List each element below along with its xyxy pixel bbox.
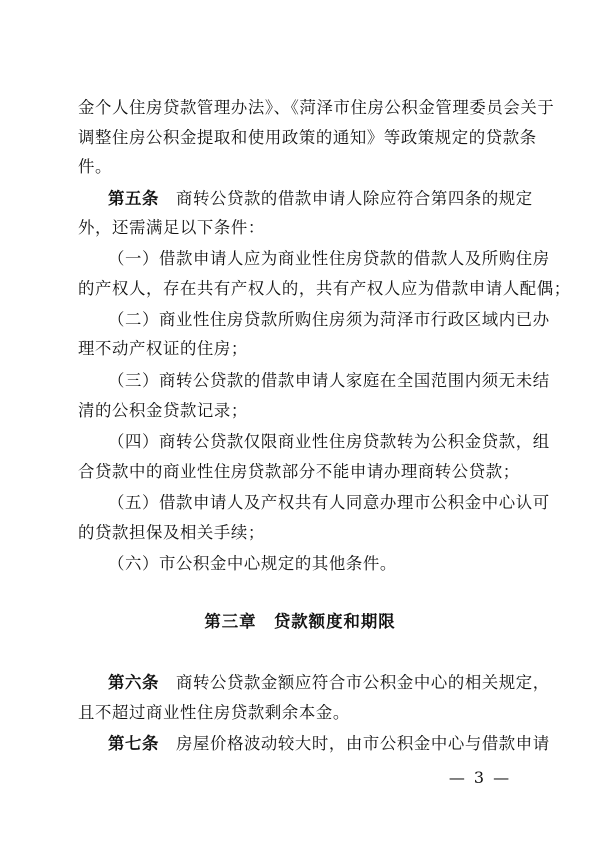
body-line: 清的公积金贷款记录； <box>78 401 248 420</box>
clause-line: （一）借款申请人应为商业性住房贷款的借款人及所购住房 <box>108 249 550 268</box>
article-label: 第七条 <box>108 734 159 753</box>
body-line: 外，还需满足以下条件： <box>78 218 265 237</box>
body-line: 合贷款中的商业性住房贷款部分不能申请办理商转公贷款； <box>78 462 520 481</box>
body-line: 金个人住房贷款管理办法》、《菏泽市住房公积金管理委员会关于 <box>78 98 555 117</box>
body-line: 的产权人，存在共有产权人的，共有产权人应为借款申请人配偶； <box>78 279 571 298</box>
chapter-heading: 第三章 贷款额度和期限 <box>204 612 396 631</box>
body-line: 的贷款担保及相关手续； <box>78 523 265 542</box>
body-line: 调整住房公积金提取和使用政策的通知》等政策规定的贷款条 <box>78 128 537 147</box>
article-label: 第五条 <box>108 189 159 208</box>
clause-line: （五）借款申请人及产权共有人同意办理市公积金中心认可 <box>108 493 550 512</box>
body-line: 理不动产权证的住房； <box>78 339 248 358</box>
clause-line: （四）商转公贷款仅限商业性住房贷款转为公积金贷款，组 <box>108 432 550 451</box>
clause-line: （三）商转公贷款的借款申请人家庭在全国范围内须无未结 <box>108 371 550 390</box>
article-text: 商转公贷款的借款申请人除应符合第四条的规定 <box>175 189 533 208</box>
article-text: 房屋价格波动较大时，由市公积金中心与借款申请 <box>175 734 550 753</box>
body-line: 且不超过商业性住房贷款剩余本金。 <box>78 703 350 722</box>
article-5-line <box>108 189 548 209</box>
article-text: 商转公贷款金额应符合市公积金中心的相关规定， <box>175 673 550 692</box>
article-6-line <box>108 673 548 693</box>
clause-line: （二）商业性住房贷款所购住房须为菏泽市行政区域内已办 <box>108 310 550 329</box>
article-7-line <box>108 734 548 754</box>
article-label: 第六条 <box>108 673 159 692</box>
clause-line: （六）市公积金中心规定的其他条件。 <box>108 554 397 573</box>
page-number: — 3 — <box>448 768 512 787</box>
body-line: 件。 <box>78 157 112 176</box>
